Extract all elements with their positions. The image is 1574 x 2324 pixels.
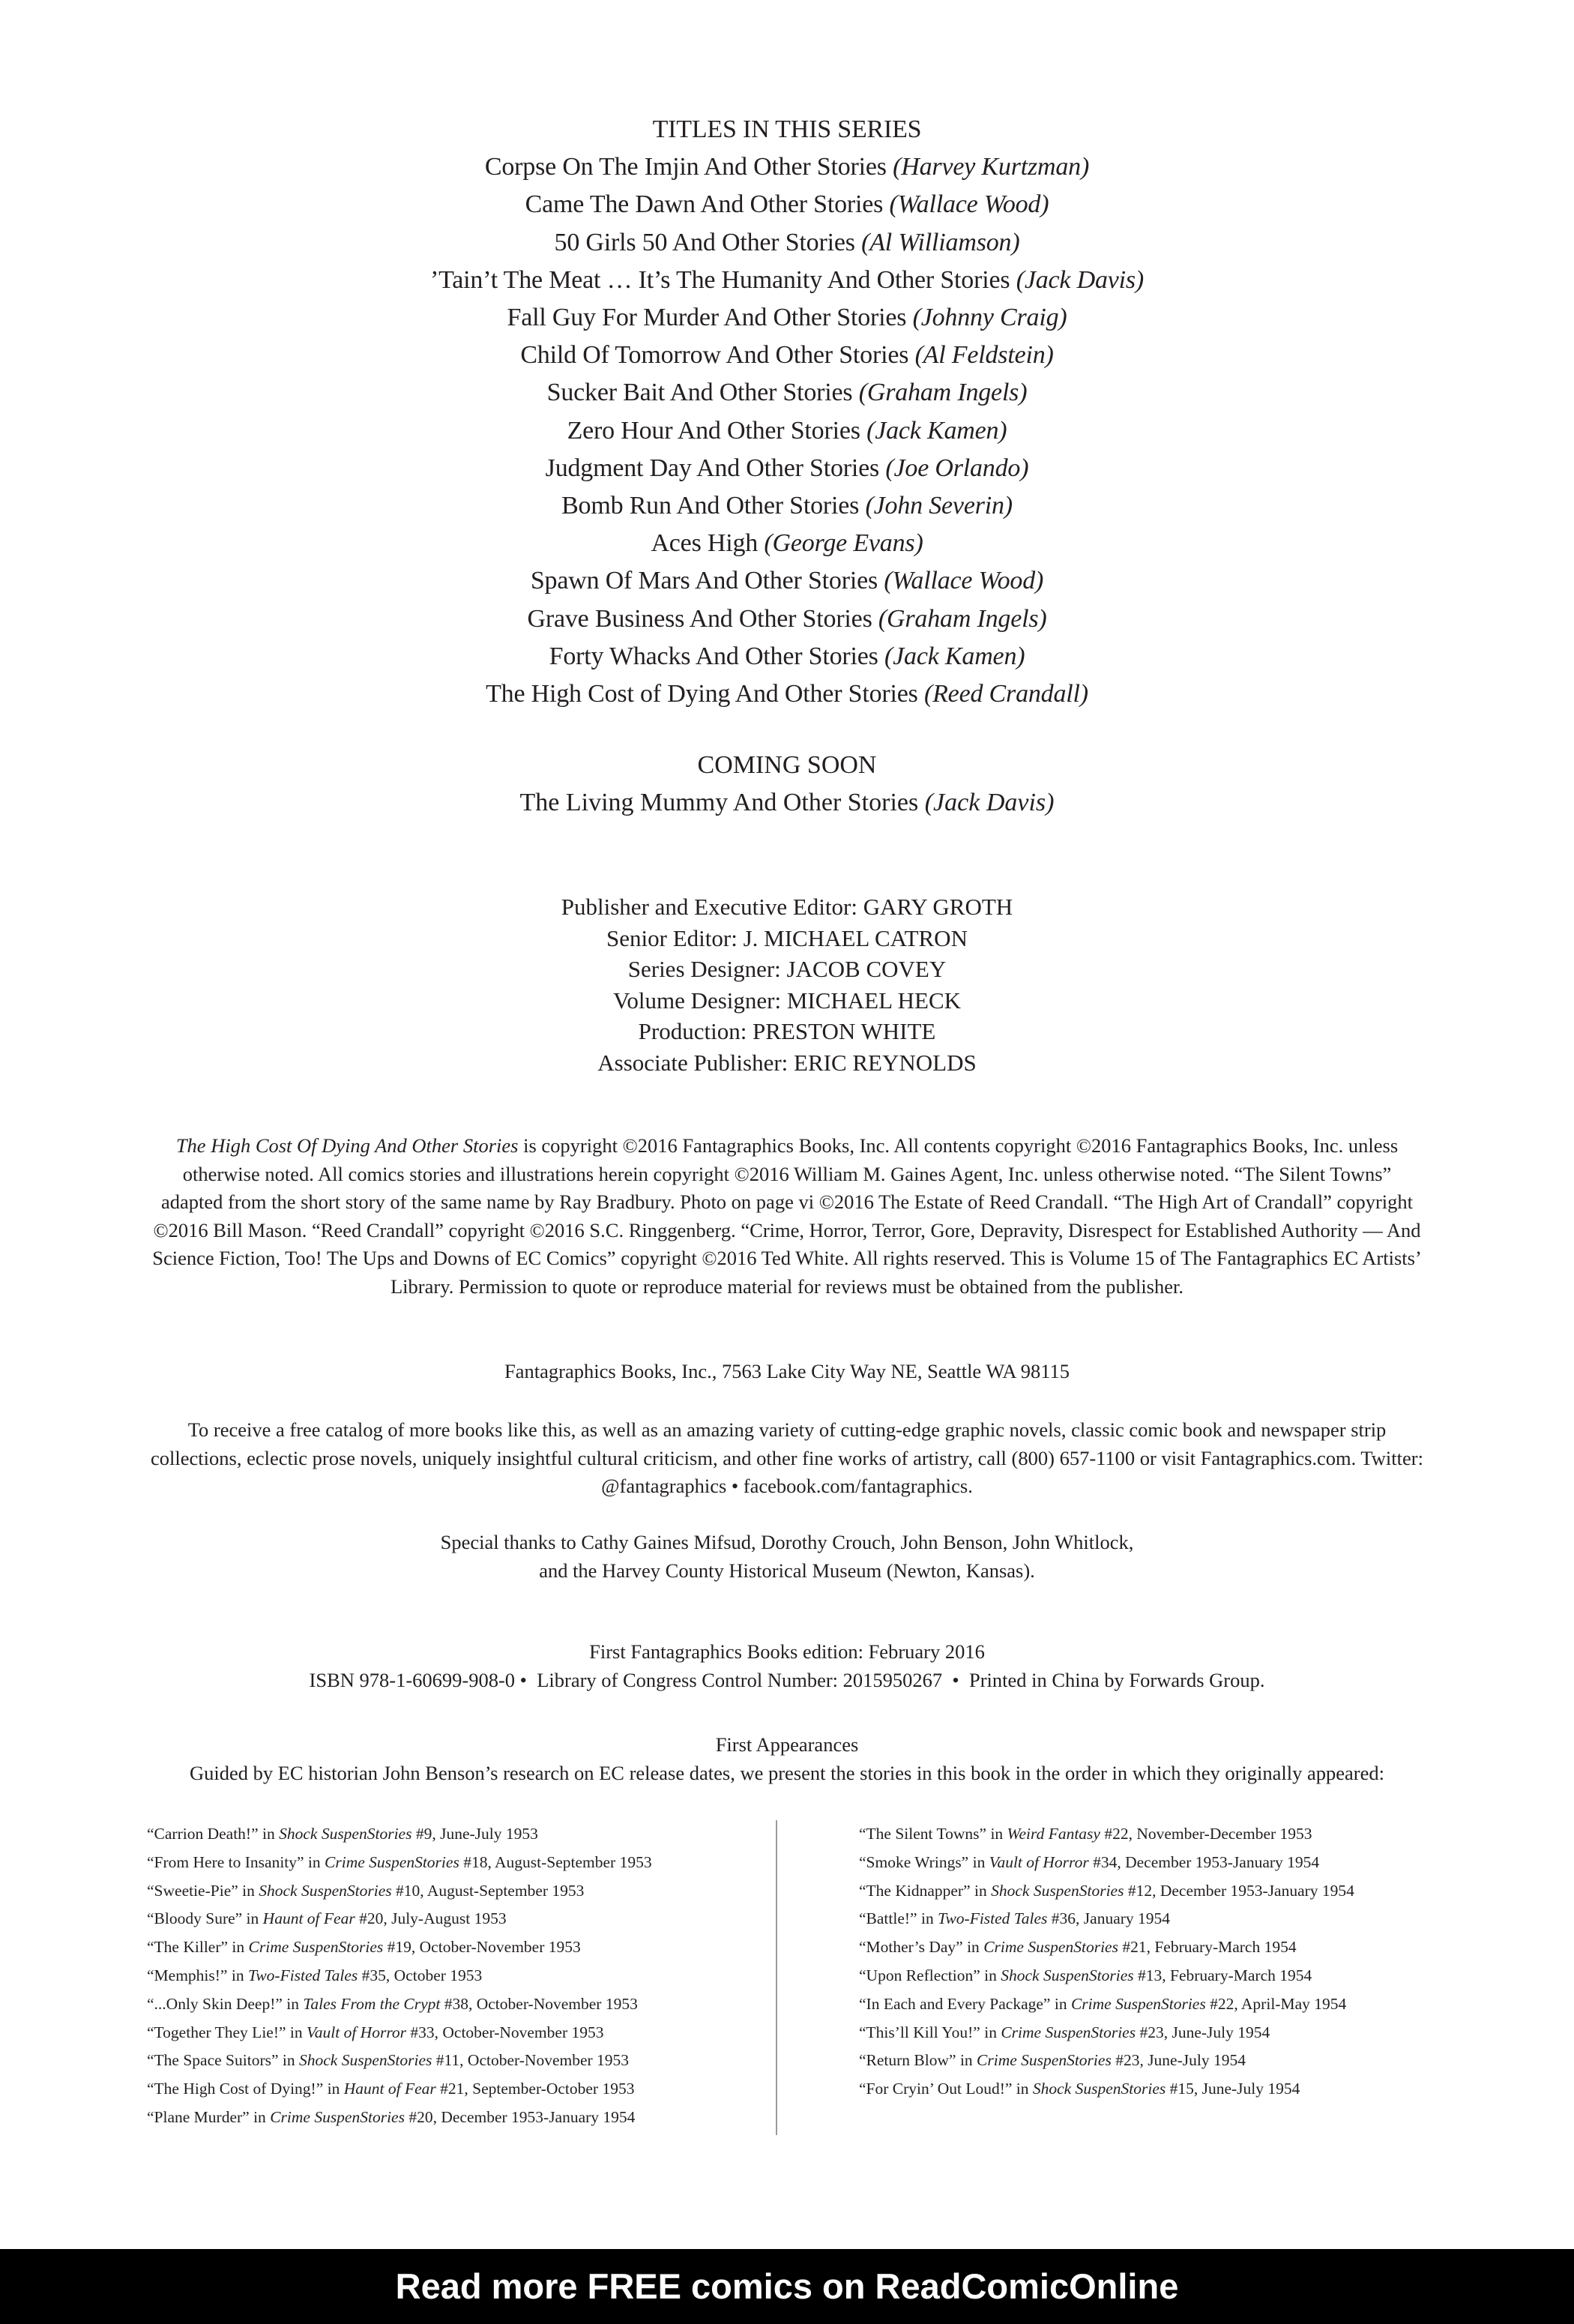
series-title-item: Judgment Day And Other Stories (Joe Orlando) (545, 454, 1029, 482)
copyright-notice (150, 1132, 1424, 1301)
coming-soon-title: The Living Mummy And Other Stories (Jack Davis) (519, 789, 1055, 816)
list-item: “Carrion Death!” in Shock SuspenStories #9, June-July 1953 (147, 1825, 538, 1843)
list-item: “In Each and Every Package” in Crime SuspenStories #22, April-May 1954 (859, 1994, 1347, 2013)
column-divider (776, 1820, 777, 2135)
credit-line: Production: PRESTON WHITE (638, 1018, 936, 1044)
list-item: “The Space Suitors” in Shock SuspenStories #11, October-November 1953 (147, 2051, 630, 2070)
first-appearances-header (0, 1731, 1574, 1787)
list-item: “The Silent Towns” in Weird Fantasy #22, November-December 1953 (859, 1825, 1312, 1843)
credit-line: Volume Designer: MICHAEL HECK (612, 987, 962, 1014)
series-title-item: Sucker Bait And Other Stories (Graham Ingels) (546, 379, 1028, 407)
credit-line: Associate Publisher: ERIC REYNOLDS (597, 1049, 977, 1076)
list-item: “The High Cost of Dying!” in Haunt of Fear #21, September-October 1953 (147, 2080, 635, 2098)
series-title-item: Fall Guy For Murder And Other Stories (Johnny Craig) (507, 304, 1067, 332)
series-titles-list (0, 111, 1574, 713)
list-item: “Bloody Sure” in Haunt of Fear #20, July-August 1953 (147, 1909, 507, 1928)
series-title-item: Came The Dawn And Other Stories (Wallace Wood) (525, 190, 1049, 219)
first-appearances-heading: First Appearances (715, 1733, 859, 1756)
list-item: “Sweetie-Pie” in Shock SuspenStories #10, August-September 1953 (147, 1881, 585, 1900)
list-item: “This’ll Kill You!” in Crime SuspenStories #23, June-July 1954 (859, 2023, 1270, 2041)
edition-line: First Fantagraphics Books edition: February 2016 (589, 1640, 985, 1663)
list-item: “The Killer” in Crime SuspenStories #19, October-November 1953 (147, 1938, 581, 1957)
legal-book-title: The High Cost Of Dying And Other Stories (175, 1134, 519, 1157)
list-item: “Smoke Wrings” in Vault of Horror #34, December 1953-January 1954 (859, 1852, 1320, 1871)
appearances-left-column (147, 1820, 652, 2132)
list-item: “The Kidnapper” in Shock SuspenStories #12, December 1953-January 1954 (859, 1881, 1354, 1900)
list-item: “Upon Reflection” in Shock SuspenStories #13, February-March 1954 (859, 1966, 1312, 1984)
thanks-line: Special thanks to Cathy Gaines Mifsud, Dorothy Crouch, John Benson, John Whitlock, (440, 1531, 1134, 1553)
series-title-item: Grave Business And Other Stories (Graham Ingels) (527, 604, 1047, 633)
credit-line: Publisher and Executive Editor: GARY GROTH (561, 894, 1013, 920)
coming-soon-section (0, 747, 1574, 822)
list-item: “...Only Skin Deep!” in Tales From the Crypt #38, October-November 1953 (147, 1994, 638, 2013)
special-thanks (0, 1529, 1574, 1585)
list-item: “Battle!” in Two-Fisted Tales #36, January 1954 (859, 1909, 1171, 1928)
series-title-item: 50 Girls 50 And Other Stories (Al Williamson) (554, 228, 1020, 256)
list-item: “For Cryin’ Out Loud!” in Shock SuspenStories #15, June-July 1954 (859, 2080, 1300, 2098)
series-title-item: Spawn Of Mars And Other Stories (Wallace Wood) (530, 567, 1044, 595)
edition-info (0, 1638, 1574, 1694)
list-item: “Plane Murder” in Crime SuspenStories #20, December 1953-January 1954 (147, 2107, 636, 2126)
series-title-item: Corpse On The Imjin And Other Stories (Harvey Kurtzman) (484, 153, 1090, 181)
coming-soon-heading: COMING SOON (697, 751, 877, 779)
series-title-item: Zero Hour And Other Stories (Jack Kamen) (567, 416, 1007, 445)
list-item: “Memphis!” in Two-Fisted Tales #35, October 1953 (147, 1966, 483, 1984)
read-more-banner[interactable]: Read more FREE comics on ReadComicOnline (0, 2249, 1574, 2324)
series-title-item: ’Tain’t The Meat … It’s The Humanity And Other Stories (Jack Davis) (429, 265, 1145, 294)
isbn-line: ISBN 978-1-60699-908-0 • Library of Congress Control Number: 2015950267 • Printed in China by Forwards Group. (309, 1668, 1265, 1691)
list-item: “Together They Lie!” in Vault of Horror #33, October-November 1953 (147, 2023, 604, 2041)
credit-line: Senior Editor: J. MICHAEL CATRON (606, 924, 968, 951)
publisher-address: Fantagraphics Books, Inc., 7563 Lake City Way NE, Seattle WA 98115 (504, 1360, 1070, 1382)
series-title-item: Bomb Run And Other Stories (John Severin) (561, 492, 1013, 520)
series-heading: TITLES IN THIS SERIES (652, 115, 922, 143)
staff-credits (0, 891, 1574, 1078)
list-item: “Mother’s Day” in Crime SuspenStories #21, February-March 1954 (859, 1938, 1297, 1957)
series-title-item: Aces High (George Evans) (651, 529, 923, 558)
list-item: “From Here to Insanity” in Crime SuspenStories #18, August-September 1953 (147, 1852, 652, 1871)
legal-text: is copyright ©2016 Fantagraphics Books, Inc. All contents copyright ©2016 Fantagraphics Books, Inc. unless otherwise noted. All comics stories and illustrations herein copyright ©2016 William M. Gaines Agent, Inc. unless otherwise noted. “The Silent Towns” adapted from the short story of the same name by Ray Bradbury. Photo on page vi ©2016 The Estate of Reed Crandall. “The High Art of Crandall” copyright ©2016 Bill Mason. “Reed Crandall” copyright ©2016 S.C. Ringgenberg. “Crime, Horror, Terror, Gore, Depravity, Disrespect for Established Authority — And Science Fiction, Too! The Ups and Downs of EC Comics” copyright ©2016 Ted White. All rights reserved. This is Volume 15 of The Fantagraphics EC Artists’ Library. Permission to quote or reproduce material for reviews must be obtained from the publisher. (152, 1134, 1422, 1298)
credit-line: Series Designer: JACOB COVEY (627, 956, 947, 982)
series-title-item: Forty Whacks And Other Stories (Jack Kamen) (549, 642, 1025, 670)
series-title-item: Child Of Tomorrow And Other Stories (Al Feldstein) (520, 341, 1054, 370)
appearances-right-column (859, 1820, 1354, 2104)
first-appearances-intro: Guided by EC historian John Benson’s research on EC release dates, we present the stories in this book in the order in which they originally appeared: (189, 1761, 1385, 1784)
catalog-notice: To receive a free catalog of more books like this, as well as an amazing variety of cutting-edge graphic novels, classic comic book and newspaper strip collections, eclectic prose novels, uniquely insightful cultural criticism, and other fine works of artistry, call (800) 657-1100 or visit Fantagraphics.com. Twitter: @fantagraphics • facebook.com/fantagraphics. (151, 1418, 1423, 1498)
series-title-item: The High Cost of Dying And Other Stories (Reed Crandall) (486, 680, 1088, 708)
thanks-line: and the Harvey County Historical Museum (Newton, Kansas). (539, 1559, 1035, 1582)
list-item: “Return Blow” in Crime SuspenStories #23, June-July 1954 (859, 2051, 1246, 2070)
